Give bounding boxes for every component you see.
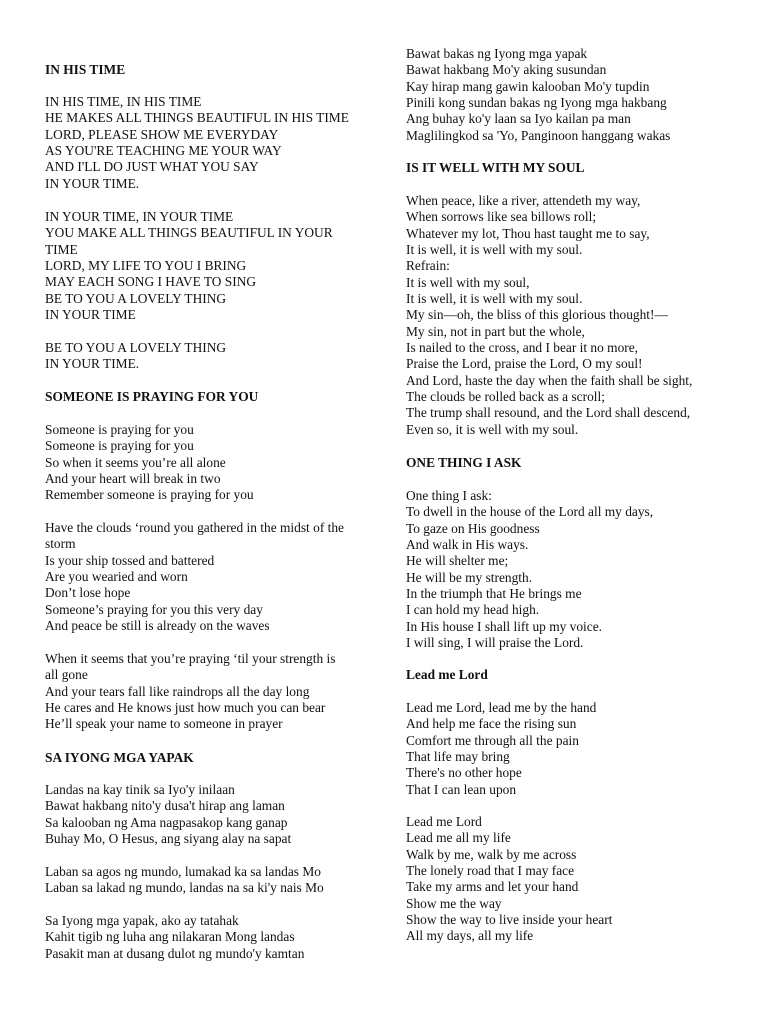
lyric-line: When it seems that you’re praying ‘til your strength is (45, 651, 336, 666)
lyric-line: Show me the way (406, 895, 502, 911)
lyric-line: He cares and He knows just how much you can bear (45, 700, 326, 716)
lyric-line: He will be my strength. (406, 569, 533, 585)
song-title (45, 62, 375, 78)
lyric-line: Ang buhay ko'y laan sa Iyo kailan pa man (406, 111, 631, 127)
lyric-line: It is well, it is well with my soul. (406, 291, 583, 307)
lyric-line: My sin, not in part but the whole, (406, 323, 585, 339)
lyric-line: YOU MAKE ALL THINGS BEAUTIFUL IN YOUR (45, 225, 333, 241)
lyric-stanza (45, 209, 375, 323)
lyric-line: AND I'LL DO JUST WHAT YOU SAY (45, 159, 259, 175)
lyric-stanza (406, 46, 756, 144)
lyric-line: That I can lean upon (406, 781, 517, 797)
lyric-line: When sorrows like sea billows roll; (406, 209, 597, 225)
lyric-line: storm (45, 536, 76, 552)
lyric-stanza (45, 340, 375, 373)
song-title-text: ONE THING I ASK (406, 455, 522, 470)
lyric-line: Is nailed to the cross, and I bear it no more, (406, 340, 639, 356)
lyric-line: Bawat hakbang Mo'y aking susundan (406, 62, 607, 78)
lyric-line: My sin—oh, the bliss of this glorious thought!— (406, 307, 668, 323)
lyric-line: Someone is praying for you (45, 438, 194, 454)
lyric-line: Pinili kong sundan bakas ng Iyong mga hakbang (406, 95, 667, 111)
lyric-stanza (45, 520, 375, 634)
lyric-stanza (45, 422, 375, 504)
lyric-stanza (45, 651, 375, 733)
lyric-stanza (406, 814, 756, 945)
lyric-line: That life may bring (406, 749, 510, 765)
lyric-line: Refrain: (406, 258, 450, 274)
lyric-line: Praise the Lord, praise the Lord, O my soul! (406, 356, 643, 372)
lyric-line: Remember someone is praying for you (45, 487, 254, 503)
song-title (45, 750, 375, 766)
lyric-stanza (45, 913, 375, 962)
song-title (45, 389, 375, 405)
lyric-line: AS YOU'RE TEACHING ME YOUR WAY (45, 143, 282, 159)
lyric-line: Even so, it is well with my soul. (406, 421, 579, 437)
lyric-line: Have the clouds ‘round you gathered in the midst of the (45, 520, 344, 535)
lyric-line: Comfort me through all the pain (406, 732, 579, 748)
lyric-line: All my days, all my life (406, 928, 534, 944)
lyric-line: Lead me Lord, lead me by the hand (406, 700, 597, 715)
lyric-line: Laban sa agos ng mundo, lumakad ka sa landas Mo (45, 864, 321, 879)
lyric-line: Someone’s praying for you this very day (45, 601, 263, 617)
song-title (406, 667, 756, 683)
lyric-line: LORD, MY LIFE TO YOU I BRING (45, 258, 247, 274)
lyric-line: And Lord, haste the day when the faith shall be sight, (406, 372, 693, 388)
lyric-line: So when it seems you’re all alone (45, 454, 226, 470)
lyric-line: The clouds be rolled back as a scroll; (406, 389, 605, 405)
lyric-line: Kay hirap mang gawin kalooban Mo'y tupdin (406, 78, 650, 94)
lyric-line: One thing I ask: (406, 488, 492, 503)
lyric-line: To dwell in the house of the Lord all my days, (406, 504, 654, 520)
lyric-line: IN YOUR TIME. (45, 175, 140, 191)
song-title-text: SOMEONE IS PRAYING FOR YOU (45, 389, 259, 404)
lyric-line: Buhay Mo, O Hesus, ang siyang alay na sapat (45, 831, 292, 847)
lyric-line: LORD, PLEASE SHOW ME EVERYDAY (45, 126, 279, 142)
lyric-line: all gone (45, 667, 88, 683)
lyric-line: Don’t lose hope (45, 585, 131, 601)
lyric-line: Whatever my lot, Thou hast taught me to say, (406, 225, 650, 241)
lyric-line: Laban sa lakad ng mundo, landas na sa ki'y nais Mo (45, 880, 324, 896)
song-title (406, 160, 756, 176)
lyric-line: Are you wearied and worn (45, 569, 188, 585)
lyric-line: He will shelter me; (406, 553, 509, 569)
lyric-stanza (406, 700, 756, 798)
song-title (406, 455, 756, 471)
lyric-line: Sa Iyong mga yapak, ako ay tatahak (45, 913, 239, 928)
lyric-line: MAY EACH SONG I HAVE TO SING (45, 274, 257, 290)
lyric-line: To gaze on His goodness (406, 520, 540, 536)
lyric-line: I will sing, I will praise the Lord. (406, 635, 584, 651)
lyric-line: Show the way to live inside your heart (406, 912, 613, 928)
lyric-stanza (45, 864, 375, 897)
lyric-line: Is your ship tossed and battered (45, 552, 215, 568)
lyric-line: He’ll speak your name to someone in prayer (45, 716, 283, 732)
lyric-line: The trump shall resound, and the Lord shall descend, (406, 405, 691, 421)
lyric-line: IN YOUR TIME (45, 307, 136, 323)
lyric-line: TIME (45, 241, 78, 257)
lyric-line: Sa kalooban ng Ama nagpasakop kang ganap (45, 814, 288, 830)
lyric-line: When peace, like a river, attendeth my way, (406, 193, 641, 208)
lyric-line: Someone is praying for you (45, 422, 194, 437)
lyric-line: I can hold my head high. (406, 602, 540, 618)
lyric-line: BE TO YOU A LOVELY THING (45, 290, 227, 306)
lyric-line: In His house I shall lift up my voice. (406, 618, 602, 634)
song-title-text: IS IT WELL WITH MY SOUL (406, 160, 585, 175)
lyric-line: It is well, it is well with my soul. (406, 242, 583, 258)
lyric-line: HE MAKES ALL THINGS BEAUTIFUL IN HIS TIME (45, 110, 349, 126)
lyric-line: It is well with my soul, (406, 274, 530, 290)
lyric-line: In the triumph that He brings me (406, 586, 582, 602)
lyric-line: And help me face the rising sun (406, 716, 577, 732)
lyric-line: Kahit tigib ng luha ang nilakaran Mong landas (45, 929, 295, 945)
lyric-line: IN YOUR TIME, IN YOUR TIME (45, 209, 234, 224)
lyric-stanza (406, 488, 756, 651)
lyric-line: And your heart will break in two (45, 471, 221, 487)
lyric-line: And your tears fall like raindrops all the day long (45, 683, 310, 699)
song-title-text: SA IYONG MGA YAPAK (45, 750, 194, 765)
lyric-line: Landas na kay tinik sa Iyo'y inilaan (45, 782, 235, 797)
lyric-stanza (45, 782, 375, 847)
lyric-line: And walk in His ways. (406, 537, 529, 553)
lyric-stanza (406, 193, 756, 438)
lyric-line: Bawat hakbang nito'y dusa't hirap ang laman (45, 798, 285, 814)
lyric-line: Bawat bakas ng Iyong mga yapak (406, 46, 588, 61)
song-title-text: IN HIS TIME (45, 62, 126, 77)
lyric-line: There's no other hope (406, 765, 522, 781)
lyric-line: Lead me Lord (406, 814, 482, 829)
lyric-line: Lead me all my life (406, 830, 511, 846)
lyric-line: And peace be still is already on the waves (45, 618, 270, 634)
lyric-line: IN HIS TIME, IN HIS TIME (45, 94, 202, 109)
lyric-line: IN YOUR TIME. (45, 356, 140, 372)
lyric-line: BE TO YOU A LOVELY THING (45, 340, 227, 355)
lyric-line: Walk by me, walk by me across (406, 846, 577, 862)
song-title-text: Lead me Lord (406, 667, 488, 682)
lyric-line: Maglilingkod sa 'Yo, Panginoon hanggang wakas (406, 127, 671, 143)
lyric-stanza (45, 94, 375, 192)
lyric-line: The lonely road that I may face (406, 863, 575, 879)
lyric-line: Take my arms and let your hand (406, 879, 579, 895)
lyric-line: Pasakit man at dusang dulot ng mundo'y kamtan (45, 945, 305, 961)
